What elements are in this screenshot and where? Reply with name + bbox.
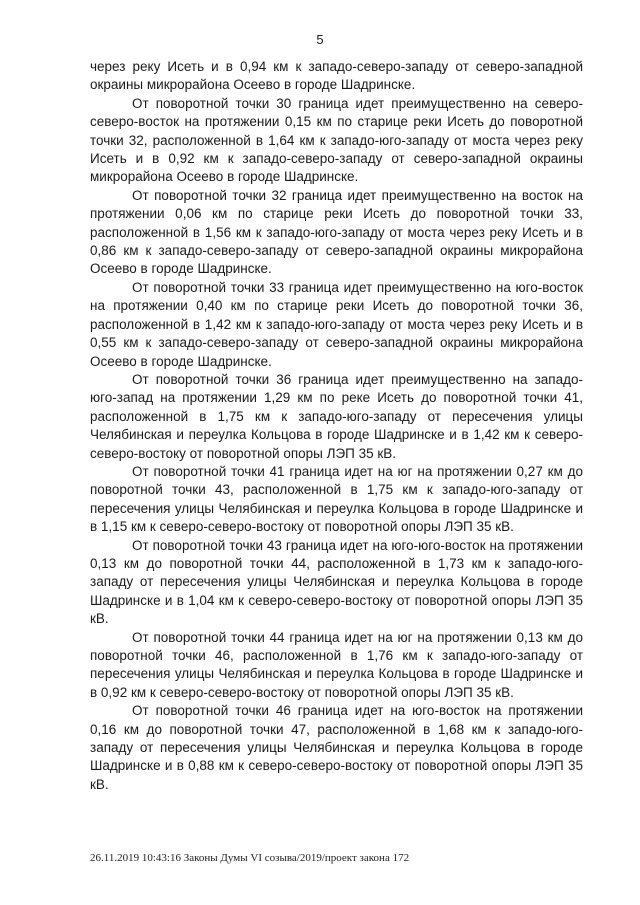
paragraph-point-41: От поворотной точки 41 граница идет на юг на протяжении 0,27 км до поворотной точки 43, расположенной в 1,75 км к западо-юго-западу от пересечения улицы Челябинская и переулка Кольцова в городе Шадринске и в 1,15 км к северо-северо-востоку от поворотной опоры ЛЭП 35 кВ.	[90, 463, 583, 535]
paragraph-point-43: От поворотной точки 43 граница идет на юго-юго-восток на протяжении 0,13 км до поворотной точки 44, расположенной в 1,73 км к западо-юго-западу от пересечения улицы Челябинская и переулка Кольцова в городе Шадринске и в 1,04 км к северо-северо-востоку от поворотной опоры ЛЭП 35 кВ.	[90, 537, 583, 627]
paragraph-point-30: От поворотной точки 30 граница идет преимущественно на северо-северо-восток на протяжении 0,15 км по старице реки Исеть до поворотной точки 32, расположенной в 1,64 км к западо-юго-западу от моста через реку Исеть и в 0,92 км к западо-северо-западу от северо-западной окраины микрорайона Осеево в городе Шадринске.	[90, 95, 583, 185]
paragraph-point-44: От поворотной точки 44 граница идет на юг на протяжении 0,13 км до поворотной точки 46, расположенной в 1,76 км к западо-юго-западу от пересечения улицы Челябинская и переулка Кольцова в городе Шадринске и в 0,92 км к северо-северо-востоку от поворотной опоры ЛЭП 35 кВ.	[90, 629, 583, 700]
footer-stamp: 26.11.2019 10:43:16 Законы Думы VI созыва/2019/проект закона 172	[90, 852, 410, 864]
paragraph-point-36: От поворотной точки 36 граница идет преимущественно на западо-юго-запад на протяжении 1,29 км по реке Исеть до поворотной точки 41, расположенной в 1,75 км к западо-юго-западу от пересечения улицы Челябинская и переулка Кольцова в городе Шадринске и в 1,42 км к северо-северо-востоку от поворотной опоры ЛЭП 35 кВ.	[90, 371, 583, 461]
paragraph-point-32: От поворотной точки 32 граница идет преимущественно на восток на протяжении 0,06 км по старице реки Исеть до поворотной точки 33, расположенной в 1,56 км к западо-юго-западу от моста через реку Исеть и в 0,86 км к западо-северо-западу от северо-западной окраины микрорайона Осеево в городе Шадринске.	[90, 187, 583, 277]
paragraph-continuation: через реку Исеть и в 0,94 км к западо-северо-западу от северо-западной окраины микрорайона Осеево в городе Шадринске.	[90, 59, 583, 93]
paragraph-point-46: От поворотной точки 46 граница идет на юго-восток на протяжении 0,16 км до поворотной точки 47, расположенной в 1,68 км к западо-юго-западу от пересечения улицы Челябинская и переулка Кольцова в городе Шадринске и в 0,88 км к северо-северо-востоку от поворотной опоры ЛЭП 35 кВ.	[90, 703, 583, 792]
document-body	[90, 58, 583, 794]
page-number: 5	[316, 32, 324, 47]
paragraph-point-33: От поворотной точки 33 граница идет преимущественно на юго-восток на протяжении 0,40 км по старице реки Исеть до поворотной точки 36, расположенной в 1,42 км к западо-юго-западу от моста через реку Исеть и в 0,55 км к западо-северо-западу от северо-западной окраины микрорайона Осеево в городе Шадринске.	[90, 279, 583, 369]
